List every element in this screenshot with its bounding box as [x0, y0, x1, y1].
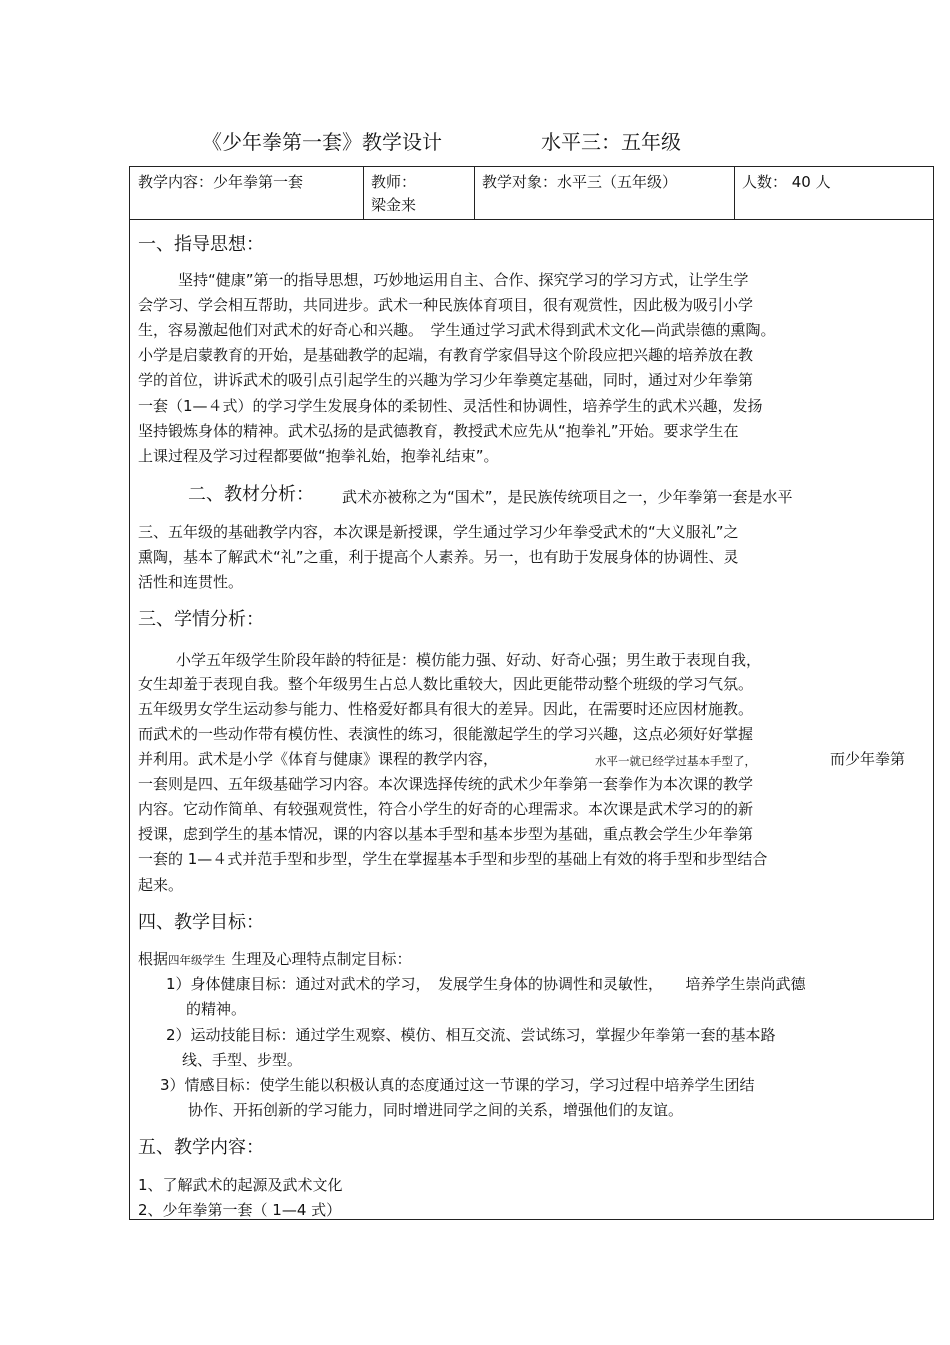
paragraph-line: 一套（1—４式）的学习学生发展身体的柔韧性、灵活性和协调性，培养学生的武术兴趣，发扬 [138, 397, 763, 415]
content-item: 1、了解武术的起源及武术文化 [138, 1176, 343, 1194]
lesson-plan-table [129, 166, 934, 1220]
text-run: 根据 [138, 950, 169, 968]
paragraph-line: 会学习、学会相互帮助，共同进步。武术一种民族体育项目，很有观赏性，因此极为吸引小学 [138, 296, 754, 314]
goal-2: 2）运动技能目标：通过学生观察、模仿、相互交流、尝试练习，掌握少年拳第一套的基本路 [166, 1026, 776, 1044]
section-guiding-thought-heading: 一、指导思想： [138, 234, 264, 255]
paragraph-line: 学的首位，讲诉武术的吸引点引起学生的兴趣为学习少年拳奠定基础，同时，通过对少年拳第 [138, 371, 754, 389]
section-teaching-content-heading: 五、教学内容： [138, 1137, 264, 1158]
col-divider [734, 167, 735, 219]
title-main: 《少年拳第一套》教学设计 [202, 130, 442, 154]
paragraph-line: 小学是启蒙教育的开始，是基础教学的起端，有教育学家倡导这个阶段应把兴趣的培养放在教 [138, 346, 754, 364]
paragraph-line [138, 747, 498, 773]
goal-3: 3）情感目标：使学生能以积极认真的态度通过这一节课的学习，学习过程中培养学生团结 [160, 1076, 755, 1094]
paragraph-line: 三、五年级的基础教学内容，本次课是新授课，学生通过学习少年拳受武术的“大义服礼”之 [138, 523, 739, 541]
paragraph-line: 生，容易激起他们对武术的好奇心和兴趣。 学生通过学习武术得到武术文化—尚武崇德的熏陶。 [138, 321, 776, 339]
paragraph-line: 坚持“健康”第一的指导思想，巧妙地运用自主、合作、探究学习的学习方式，让学生学 [178, 271, 749, 289]
col-divider [363, 167, 364, 219]
paragraph-line: 一套的 1—４式并范手型和步型，学生在掌握基本手型和步型的基础上有效的将手型和步型结合 [138, 850, 768, 868]
document-title [0, 127, 950, 157]
paragraph-line: 小学五年级学生阶段年龄的特征是：模仿能力强、好动、好奇心强；男生敢于表现自我， [176, 651, 762, 669]
paragraph-line: 武术亦被称之为“国术”，是民族传统项目之一，少年拳第一套是水平 [342, 488, 793, 506]
paragraph-line: 五年级男女学生运动参与能力、性格爱好都具有很大的差异。因此，在需要时还应因材施教。 [138, 700, 754, 718]
header-target: 教学对象：水平三（五年级） [482, 173, 678, 191]
goal-3-cont: 协作、开拓创新的学习能力，同时增进同学之间的关系，增强他们的友谊。 [188, 1101, 684, 1119]
paragraph-line: 内容。它动作简单、有较强观赏性，符合小学生的好奇的心理需求。本次课是武术学习的的新 [138, 800, 754, 818]
paragraph-line: 活性和连贯性。 [138, 573, 244, 591]
header-count: 人数： 40 人 [742, 173, 831, 191]
goal-1: 1）身体健康目标：通过对武术的学习， 发展学生身体的协调性和灵敏性， 培养学生崇尚武德 [166, 975, 806, 993]
goal-2-cont: 线、手型、步型。 [182, 1051, 303, 1069]
paragraph-line: 而武术的一些动作带有模仿性、表演性的练习，很能激起学生的学习兴趣，这点必须好好掌握 [138, 725, 754, 743]
col-divider [474, 167, 475, 219]
goals-intro [138, 947, 412, 974]
section-teaching-goals-heading: 四、教学目标： [138, 912, 264, 933]
text-run: 并利用。武术是小学《体育与健康》课程的教学内容， [138, 750, 499, 768]
paragraph-line: 熏陶，基本了解武术“礼”之重，利于提高个人素养。另一，也有助于发展身体的协调性、灵 [138, 548, 739, 566]
paragraph-line: 一套则是四、五年级基础学习内容。本次课选择传统的武术少年拳第一套拳作为本次课的教学 [138, 775, 754, 793]
text-run-small: 四年级学生 [168, 953, 226, 967]
header-row-divider [130, 219, 933, 220]
section-student-analysis-heading: 三、学情分析： [138, 609, 264, 630]
header-teacher-label: 教师： [371, 173, 417, 191]
paragraph-line: 女生却羞于表现自我。整个年级男生占总人数比重较大，因此更能带动整个班级的学习气氛。 [138, 675, 754, 693]
paragraph-line: 授课，虑到学生的基本情况，课的内容以基本手型和基本步型为基础，重点教会学生少年拳第 [138, 825, 754, 843]
title-level: 水平三：五年级 [541, 130, 681, 154]
header-teacher-name: 梁金来 [371, 196, 417, 214]
text-run: 生理及心理特点制定目标： [231, 950, 412, 968]
header-content: 教学内容：少年拳第一套 [138, 173, 304, 191]
goal-1-cont: 的精神。 [186, 1000, 247, 1018]
section-material-analysis-heading: 二、教材分析： [188, 484, 314, 505]
paragraph-line: 起来。 [138, 876, 184, 894]
paragraph-line-end: 而少年拳第 [830, 750, 906, 768]
paragraph-small-run: 水平一就已经学过基本手型了， [595, 754, 756, 768]
content-item: 2、少年拳第一套（ 1—4 式） [138, 1201, 342, 1219]
paragraph-line: 上课过程及学习过程都要做“抱拳礼始，抱拳礼结束”。 [138, 447, 499, 465]
paragraph-line: 坚持锻炼身体的精神。武术弘扬的是武德教育，教授武术应先从“抱拳礼”开始。要求学生在 [138, 422, 739, 440]
